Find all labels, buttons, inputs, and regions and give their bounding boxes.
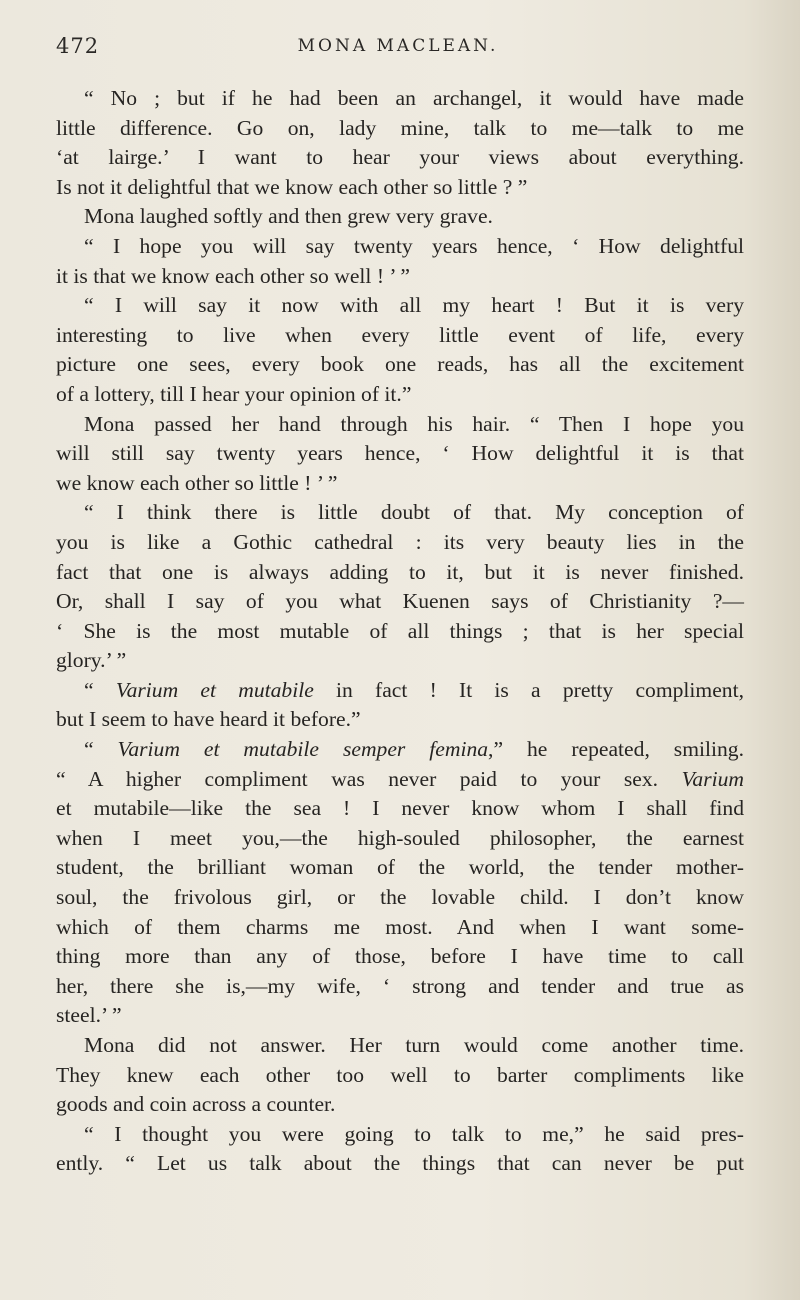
text-line: “ Varium et mutabile semper femina,” he repeated, smiling. bbox=[84, 737, 744, 762]
text-line: Mona passed her hand through his hair. “ Then I hope you bbox=[84, 411, 744, 436]
paragraph bbox=[56, 1031, 744, 1120]
text-line: steel.’ ” bbox=[56, 1003, 122, 1028]
paragraph bbox=[56, 232, 744, 291]
text-line: when I meet you,—the high-souled philosopher, the earnest bbox=[56, 825, 744, 850]
running-head bbox=[56, 34, 740, 64]
paragraph bbox=[56, 735, 744, 1031]
text-line: “ I hope you will say twenty years hence, ‘ How delightful bbox=[84, 233, 744, 258]
text-line: They knew each other too well to barter compliments like bbox=[56, 1062, 744, 1087]
paragraph bbox=[56, 410, 744, 499]
text-line: “ I think there is little doubt of that. My conception of bbox=[84, 500, 744, 525]
text-line: Or, shall I say of you what Kuenen says of Christianity ?— bbox=[56, 589, 744, 614]
text-line: her, there she is,—my wife, ‘ strong and tender and true as bbox=[56, 973, 744, 998]
text-line: which of them charms me most. And when I want some- bbox=[56, 914, 744, 939]
text-line: you is like a Gothic cathedral : its very beauty lies in the bbox=[56, 529, 744, 554]
page-number: 472 bbox=[56, 34, 100, 58]
text-line: “ A higher compliment was never paid to your sex. Varium bbox=[56, 766, 744, 791]
paragraph bbox=[56, 202, 744, 232]
paragraph bbox=[56, 676, 744, 735]
text-line: student, the brilliant woman of the world, the tender mother- bbox=[56, 855, 744, 880]
text-line: glory.’ ” bbox=[56, 648, 127, 673]
text-line: but I seem to have heard it before.” bbox=[56, 707, 361, 732]
paragraph bbox=[56, 1120, 744, 1179]
running-title: MONA MACLEAN. bbox=[297, 36, 499, 56]
text-line: Is not it delightful that we know each other so little ? ” bbox=[56, 174, 528, 199]
paragraph bbox=[56, 291, 744, 409]
text-line: goods and coin across a counter. bbox=[56, 1092, 336, 1117]
text-line: “ No ; but if he had been an archangel, it would have made bbox=[84, 86, 744, 110]
paragraph bbox=[56, 498, 744, 676]
text-line: ently. “ Let us talk about the things that can never be put bbox=[56, 1151, 744, 1176]
paragraph bbox=[56, 84, 744, 202]
text-line: will still say twenty years hence, ‘ How delightful it is that bbox=[56, 441, 744, 466]
text-line: of a lottery, till I hear your opinion of it.” bbox=[56, 381, 412, 406]
text-line: Mona laughed softly and then grew very grave. bbox=[84, 204, 493, 229]
text-line: we know each other so little ! ’ ” bbox=[56, 470, 338, 495]
text-body bbox=[56, 84, 744, 1179]
text-line: picture one sees, every book one reads, has all the excitement bbox=[56, 352, 744, 377]
text-line: “ Varium et mutabile in fact ! It is a pretty compliment, bbox=[84, 677, 744, 702]
text-line: ‘at lairge.’ I want to hear your views about everything. bbox=[56, 145, 744, 170]
text-line: little difference. Go on, lady mine, talk to me—talk to me bbox=[56, 115, 744, 140]
text-line: it is that we know each other so well ! ’ ” bbox=[56, 263, 410, 288]
text-line: “ I thought you were going to talk to me,” he said pres- bbox=[84, 1121, 744, 1146]
text-line: interesting to live when every little event of life, every bbox=[56, 322, 744, 347]
text-line: ‘ She is the most mutable of all things ; that is her special bbox=[56, 618, 744, 643]
text-line: thing more than any of those, before I have time to call bbox=[56, 944, 744, 969]
text-line: fact that one is always adding to it, but it is never finished. bbox=[56, 559, 744, 584]
text-line: soul, the frivolous girl, or the lovable child. I don’t know bbox=[56, 885, 744, 910]
text-line: “ I will say it now with all my heart ! But it is very bbox=[84, 293, 744, 318]
text-line: et mutabile—like the sea ! I never know whom I shall find bbox=[56, 796, 744, 821]
text-line: Mona did not answer. Her turn would come another time. bbox=[84, 1033, 744, 1057]
